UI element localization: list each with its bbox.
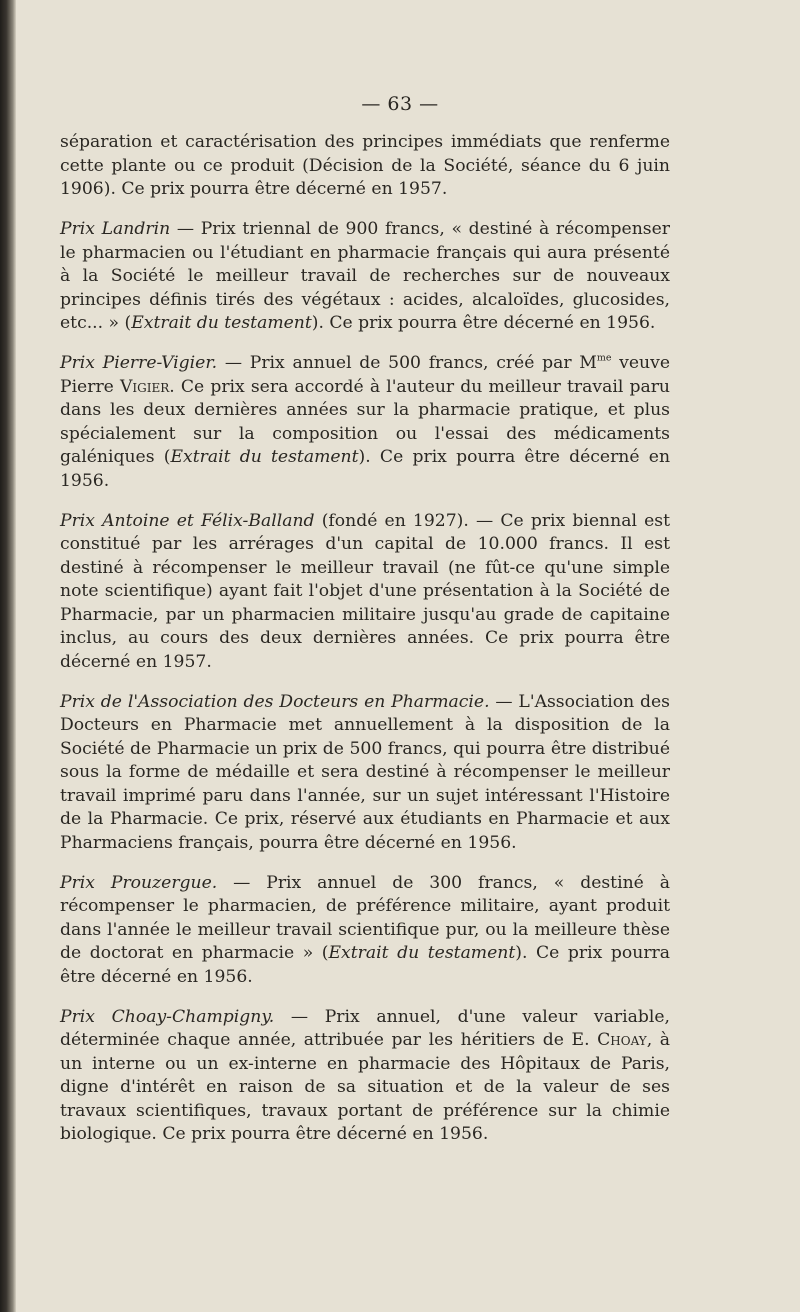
superscript-me: me — [596, 352, 612, 364]
prize-title: Prix Pierre-Vigier. — [60, 353, 218, 373]
paragraph-prix-pierre-vigier: Prix Pierre-Vigier. — Prix annuel de 500 francs, créé par $M^{me}$ veuve Pierre Vigier. Ce prix sera accordé à l'auteur du meilleur travail paru dans les deux dernières années sur la pharmacie pratique, et plus spécialement sur la composition ou l'essai des médicaments galéniques (Extrait du testament). Ce prix pourra être décerné en 1956. — [60, 352, 671, 491]
person-name: Choay — [597, 1030, 647, 1050]
page-body — [60, 131, 670, 1163]
source-citation: Extrait du testament — [131, 313, 312, 333]
book-binding-edge — [0, 0, 16, 1312]
person-name: Vigier — [119, 376, 170, 397]
prize-title: Prix Antoine et Félix-Balland — [60, 510, 315, 531]
prize-title: Prix de l'Association des Docteurs en Pharmacie. — [60, 691, 490, 712]
paragraph-separation: séparation et caractérisation des principes immédiats que renferme cette plante ou ce produit (Décision de la Société, séance du 6 juin 1906). Ce prix pourra être décerné en 1957. — [60, 132, 670, 199]
source-citation: Extrait du testament — [170, 447, 359, 467]
prize-title: Prix Choay-Champigny. — [60, 1006, 275, 1027]
prize-title: Prix Prouzergue. — [60, 872, 218, 893]
paragraph-prix-choay: Prix Choay-Champigny. — Prix annuel, d'une valeur variable, déterminée chaque année, attribuée par les héritiers de E. Choay, à un interne ou un ex-interne en pharmacie des Hôpitaux de Paris, digne d'intérêt en raison de sa situation et de la valeur de ses travaux scientifiques, travaux portant de préférence sur la chimie biologique. Ce prix pourra être décerné en 1956. — [60, 1006, 670, 1144]
paragraph-prix-balland: Prix Antoine et Félix-Balland (fondé en 1927). — Ce prix biennal est constitué par les arrérages d'un capital de 10.000 francs. Il est destiné à récompenser le meilleur travail (ne fût-ce qu'une simple note scientifique) ayant fait l'objet d'une présentation à la Société de Pharmacie, par un pharmacien militaire jusqu'au grade de capitaine inclus, au cours des deux dernières années. Ce prix pourra être décerné en 1957. — [60, 510, 671, 672]
prize-title: Prix Landrin — [60, 219, 171, 239]
source-citation: Extrait du testament — [328, 943, 516, 963]
page-number: — 63 — — [361, 93, 439, 115]
paragraph-prix-landrin: Prix Landrin — Prix triennal de 900 francs, « destiné à récompenser le pharmacien ou l'étudiant en pharmacie français qui aura présenté à la Société le meilleur travail de recherches sur de nouveaux principes définis tirés des végétaux : acides, alcaloïdes, glucosides, etc... » (Extrait du testament). Ce prix pourra être décerné en 1956. — [60, 219, 671, 333]
paragraph-prix-association: Prix de l'Association des Docteurs en Pharmacie. — L'Association des Docteurs en Pharmacie met annuellement à la disposition de la Société de Pharmacie un prix de 500 francs, qui pourra être distribué sous la forme de médaille et sera destiné à récompenser le meilleur travail imprimé paru dans l'année, sur un sujet intéressant l'Histoire de la Pharmacie. Ce prix, réservé aux étudiants en Pharmacie et aux Pharmaciens français, pourra être décerné en 1956. — [60, 691, 670, 853]
paragraph-prix-prouzergue: Prix Prouzergue. — Prix annuel de 300 francs, « destiné à récompenser le pharmacien, de préférence militaire, ayant produit dans l'année le meilleur travail scientifique pur, ou la meilleure thèse de doctorat en pharmacie » (Extrait du testament). Ce prix pourra être décerné en 1956. — [60, 872, 671, 987]
